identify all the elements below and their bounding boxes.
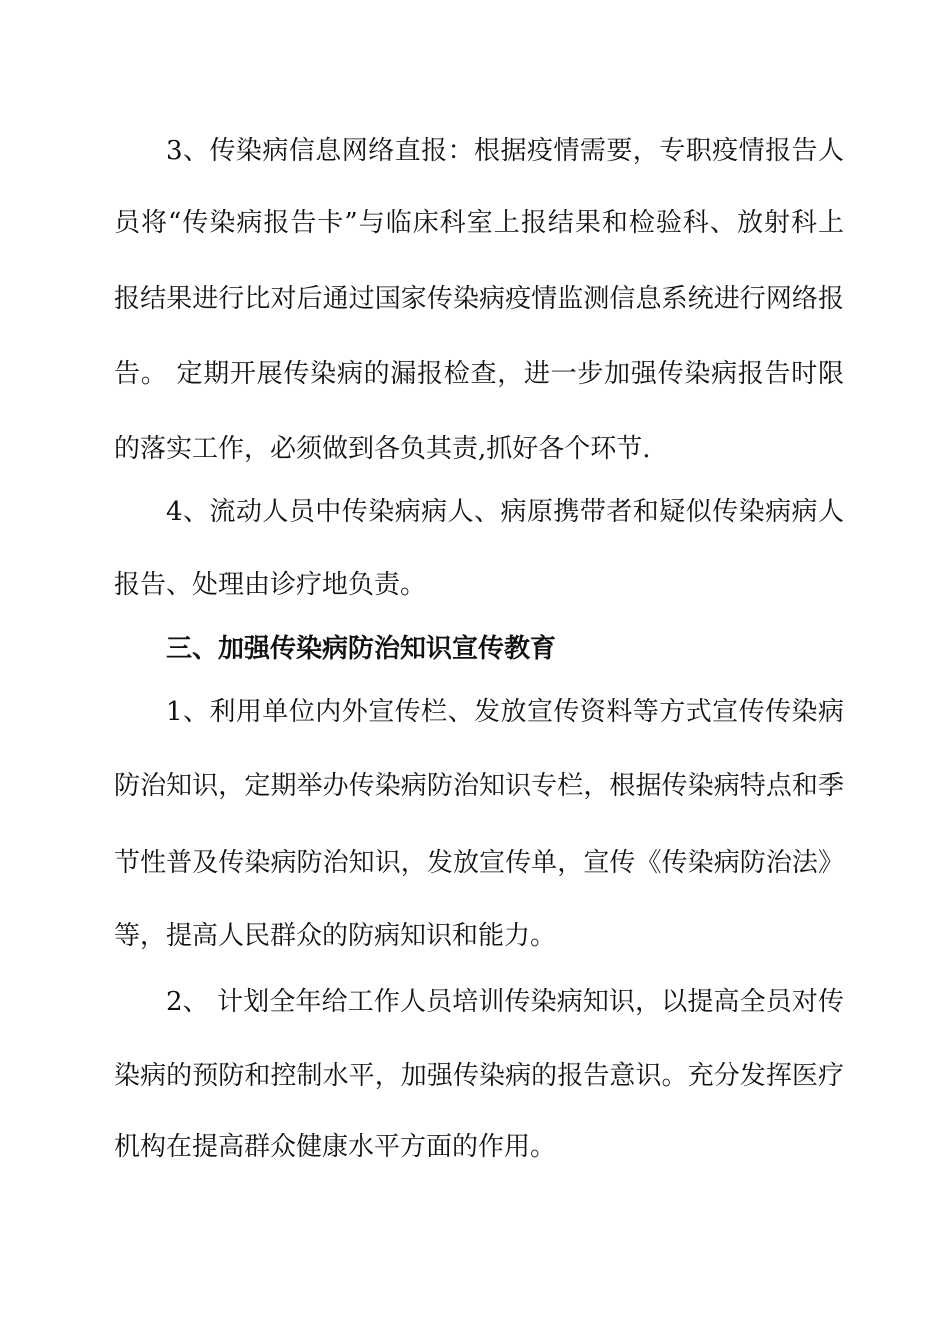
item-1-line-1: 1、利用单位内外宣传栏、发放宣传资料等方式宣传传染病: [166, 697, 844, 727]
item-2-line-2: 染病的预防和控制水平，加强传染病的报告意识。充分发挥医疗: [114, 1061, 844, 1091]
item-1-line-3: 节性普及传染病防治知识，发放宣传单，宣传《传染病防治法》: [114, 848, 844, 878]
paragraph-3-line-4: 告。 定期开展传染病的漏报检查，进一步加强传染病报告时限: [114, 359, 844, 389]
paragraph-3-line-1: 3、传染病信息网络直报：根据疫情需要，专职疫情报告人: [166, 136, 844, 166]
item-1-line-4: 等，提高人民群众的防病知识和能力。: [114, 921, 557, 951]
paragraph-4-line-1: 4、流动人员中传染病病人、病原携带者和疑似传染病病人: [166, 497, 844, 527]
paragraph-3-line-3: 报结果进行比对后通过国家传染病疫情监测信息系统进行网络报: [114, 284, 844, 314]
item-2-line-1: 2、 计划全年给工作人员培训传染病知识，以提高全员对传: [166, 987, 844, 1017]
paragraph-3-line-2: 员将“传染病报告卡”与临床科室上报结果和检验科、放射科上: [114, 208, 844, 238]
item-1-line-2: 防治知识，定期举办传染病防治知识专栏，根据传染病特点和季: [114, 771, 844, 801]
section-heading-three: 三、加强传染病防治知识宣传教育: [166, 634, 557, 664]
paragraph-4-line-2: 报告、处理由诊疗地负责。: [114, 570, 427, 600]
paragraph-3-line-5: 的落实工作，必须做到各负其责,抓好各个环节.: [114, 434, 651, 464]
item-2-line-3: 机构在提高群众健康水平方面的作用。: [114, 1132, 557, 1162]
